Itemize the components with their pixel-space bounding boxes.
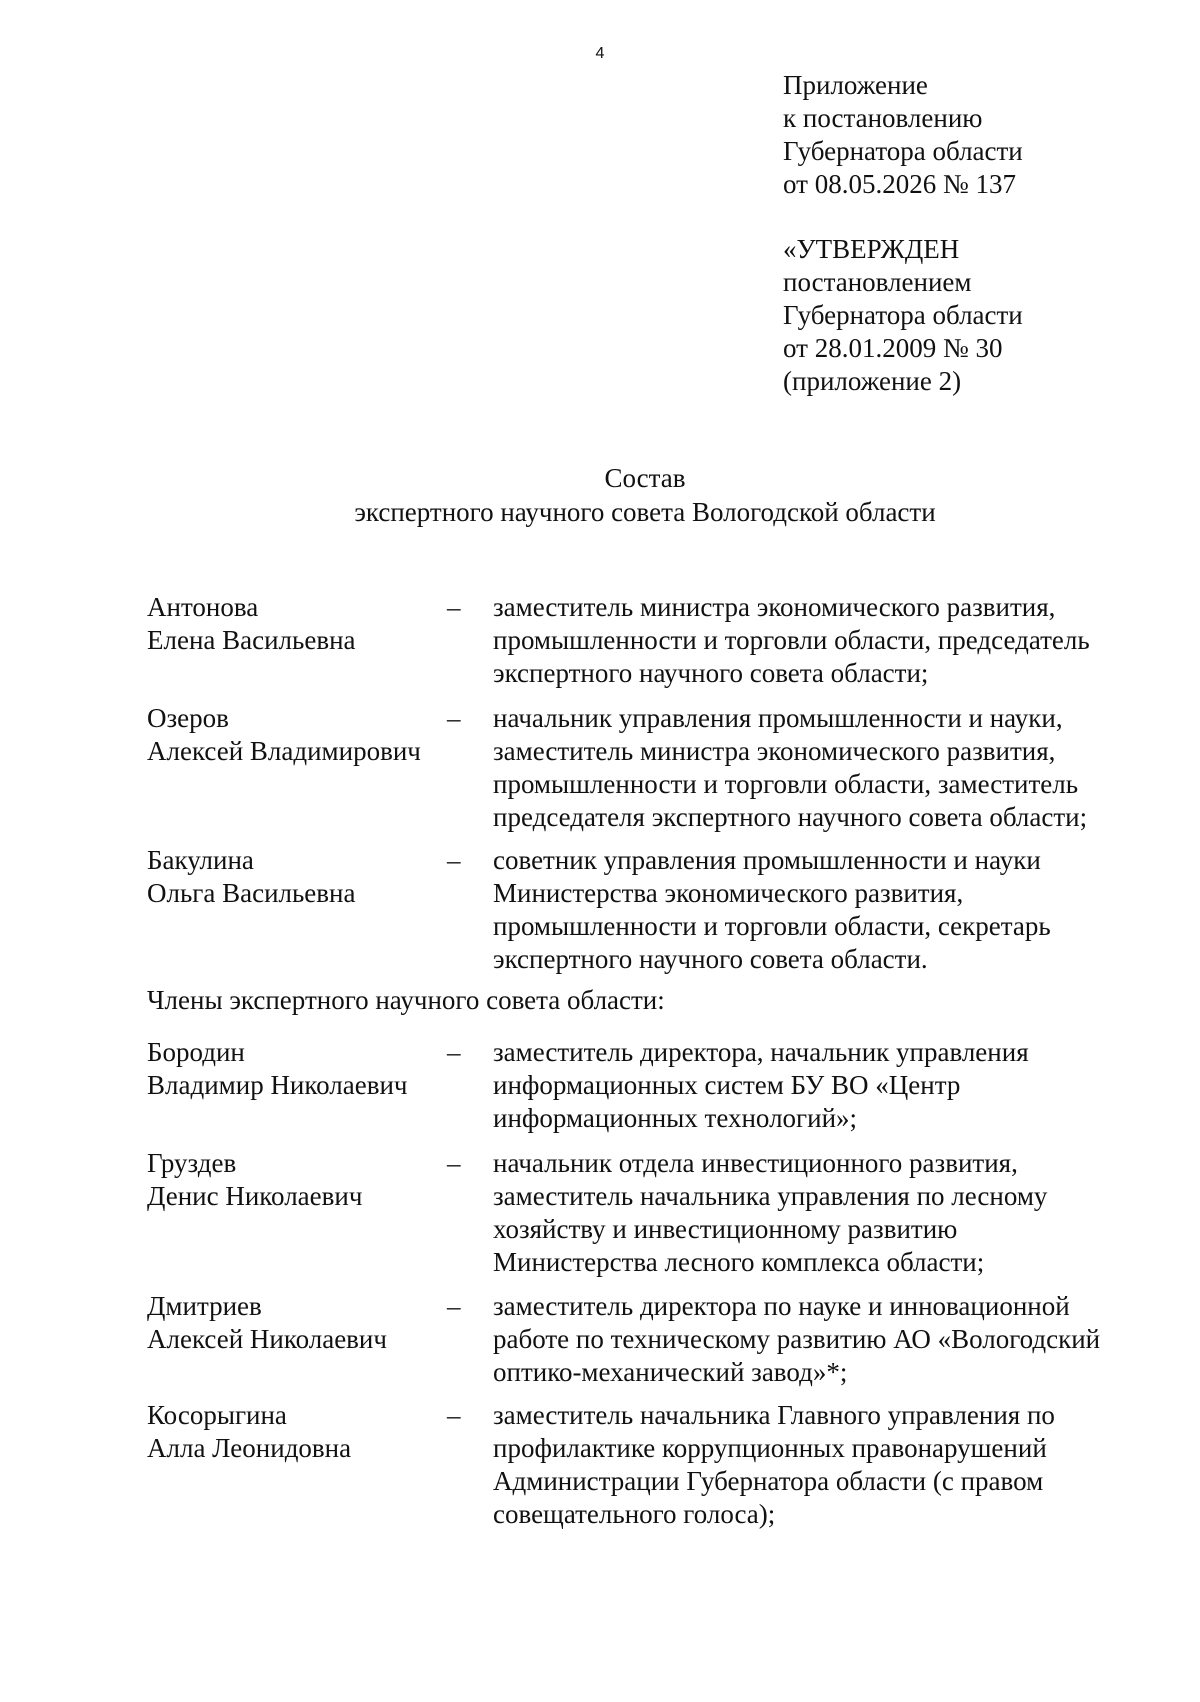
position-line: заместитель директора, начальник управления [493, 1037, 1029, 1067]
position-line: экспертного научного совета области. [493, 944, 928, 974]
member-given-names: Ольга Васильевна [147, 878, 356, 908]
position-line: начальник отдела инвестиционного развития, [493, 1148, 1018, 1178]
position-line: промышленности и торговли области, председатель [493, 625, 1090, 655]
member-surname: Озеров [147, 703, 229, 733]
approval-line: от 28.01.2009 № 30 [783, 333, 1003, 363]
dash-separator: – [447, 592, 461, 622]
position-line: заместитель директора по науке и инновационной [493, 1291, 1070, 1321]
member-surname: Дмитриев [147, 1291, 262, 1321]
position-line: профилактике коррупционных правонарушений [493, 1433, 1047, 1463]
member-position [493, 591, 1153, 690]
position-line: оптико-механический завод»*; [493, 1357, 848, 1387]
member-surname: Бакулина [147, 845, 254, 875]
position-line: промышленности и торговли области, секретарь [493, 911, 1051, 941]
dash-separator: – [447, 1148, 461, 1178]
position-line: заместитель начальника управления по лесному [493, 1181, 1048, 1211]
dash-separator: – [447, 1400, 461, 1430]
member-position [493, 1147, 1153, 1279]
dash-separator: – [447, 845, 461, 875]
position-line: начальник управления промышленности и науки, [493, 703, 1063, 733]
position-line: председателя экспертного научного совета области; [493, 802, 1088, 832]
dash-separator: – [447, 1291, 461, 1321]
member-position [493, 844, 1153, 976]
members-heading: Члены экспертного научного совета области: [147, 985, 665, 1015]
approval-line: Губернатора области [783, 300, 1023, 330]
member-name [147, 702, 447, 768]
approval-stamp [783, 233, 1023, 398]
position-line: информационных систем БУ ВО «Центр [493, 1070, 961, 1100]
position-line: совещательного голоса); [493, 1499, 776, 1529]
member-given-names: Денис Николаевич [147, 1181, 363, 1211]
member-name [147, 591, 447, 657]
member-name [147, 1290, 447, 1356]
position-line: промышленности и торговли области, заместитель [493, 769, 1079, 799]
dash-separator: – [447, 1037, 461, 1067]
position-line: хозяйству и инвестиционному развитию [493, 1214, 958, 1244]
position-line: Министерства экономического развития, [493, 878, 964, 908]
approval-line: постановлением [783, 267, 972, 297]
position-line: заместитель министра экономического развития, [493, 592, 1056, 622]
document-title [0, 461, 1200, 529]
appendix-line: от 08.05.2026 № 137 [783, 169, 1016, 199]
member-given-names: Алла Леонидовна [147, 1433, 352, 1463]
member-position [493, 702, 1153, 834]
dash-separator: – [447, 703, 461, 733]
member-name [147, 844, 447, 910]
appendix-line: Губернатора области [783, 136, 1023, 166]
position-line: Администрации Губернатора области (с правом [493, 1466, 1044, 1496]
position-line: информационных технологий»; [493, 1103, 858, 1133]
position-line: заместитель начальника Главного управления по [493, 1400, 1055, 1430]
member-given-names: Алексей Николаевич [147, 1324, 387, 1354]
position-line: экспертного научного совета области; [493, 658, 929, 688]
position-line: работе по техническому развитию АО «Вологодский [493, 1324, 1101, 1354]
member-name [147, 1399, 447, 1465]
page-number: 4 [595, 45, 605, 62]
member-name [147, 1147, 447, 1213]
title-line-2: экспертного научного совета Вологодской области [354, 497, 936, 527]
member-position [493, 1290, 1153, 1389]
member-given-names: Владимир Николаевич [147, 1070, 408, 1100]
member-position [493, 1036, 1153, 1135]
position-line: заместитель министра экономического развития, [493, 736, 1056, 766]
member-surname: Груздев [147, 1148, 237, 1178]
position-line: Министерства лесного комплекса области; [493, 1247, 985, 1277]
position-line: советник управления промышленности и науки [493, 845, 1041, 875]
member-surname: Антонова [147, 592, 259, 622]
member-given-names: Елена Васильевна [147, 625, 356, 655]
appendix-reference [783, 69, 1023, 201]
member-surname: Бородин [147, 1037, 245, 1067]
approval-line: (приложение 2) [783, 366, 962, 396]
member-position [493, 1399, 1153, 1531]
appendix-line: к постановлению [783, 103, 983, 133]
appendix-line: Приложение [783, 70, 928, 100]
title-line-1: Состав [604, 463, 686, 493]
member-surname: Косорыгина [147, 1400, 287, 1430]
approval-line: «УТВЕРЖДЕН [783, 234, 960, 264]
member-name [147, 1036, 447, 1102]
member-given-names: Алексей Владимирович [147, 736, 421, 766]
